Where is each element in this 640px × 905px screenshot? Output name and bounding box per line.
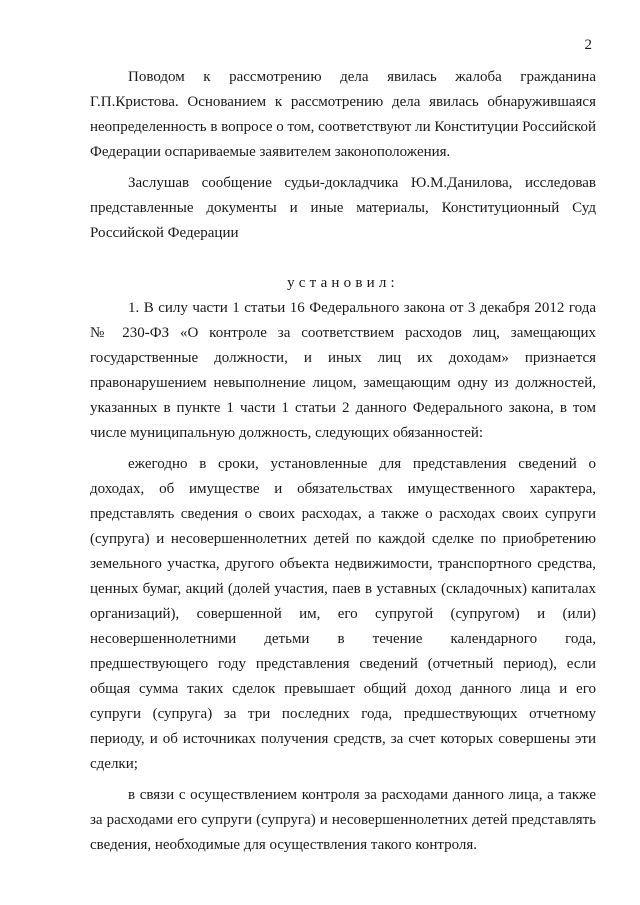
page-number: 2 xyxy=(584,37,592,53)
paragraph-obligation-expenses: ежегодно в сроки, установленные для представления сведений о доходах, об имуществе и обязательствах имущественного характера, представлять сведения о своих расходах, а также о расходах своих супруги (супруга) и несовершеннолетних детей по каждой сделке по приобретению земельного участка, другого объекта недвижимости, транспортного средства, ценных бумаг, акций (долей участия, паев в уставных (складочных) капиталах организаций), совершенной им, его супругой (супругом) и (или) несовершеннолетними детьми в течение календарного года, предшествующего году представления сведений (отчетный период), если общая сумма таких сделок превышает общий доход данного лица и его супруги (супруга) за три последних года, предшествующих отчетному периоду, и об источниках получения средств, за счет которых совершены эти сделки; xyxy=(90,456,596,772)
paragraph-obligation-control: в связи с осуществлением контроля за расходами данного лица, а также за расходами его супруги (супруга) и несовершеннолетних детей представлять сведения, необходимые для осуществления такого контроля. xyxy=(90,787,596,853)
paragraph-hearing: Заслушав сообщение судьи-докладчика Ю.М.Данилова, исследовав представленные документы и иные материалы, Конституционный Суд Российской Федерации xyxy=(90,175,596,241)
section-heading-established: установил: xyxy=(287,275,399,291)
document-body xyxy=(90,65,596,858)
paragraph-complaint-basis: Поводом к рассмотрению дела явилась жалоба гражданина Г.П.Кристова. Основанием к рассмотрению дела явилась обнаружившаяся неопределенность в вопросе о том, соответствуют ли Конституции Российской Федерации оспариваемые заявителем законоположения. xyxy=(90,69,597,160)
paragraph-law-reference: 1. В силу части 1 статьи 16 Федерального закона от 3 декабря 2012 года № 230-ФЗ «О контроле за соответствием расходов лиц, замещающих государственные должности, и иных лиц их доходам» признается правонарушением невыполнение лицом, замещающим одну из должностей, указанных в пункте 1 части 1 статьи 2 данного Федерального закона, в том числе муниципальную должность, следующих обязанностей: xyxy=(90,300,596,441)
